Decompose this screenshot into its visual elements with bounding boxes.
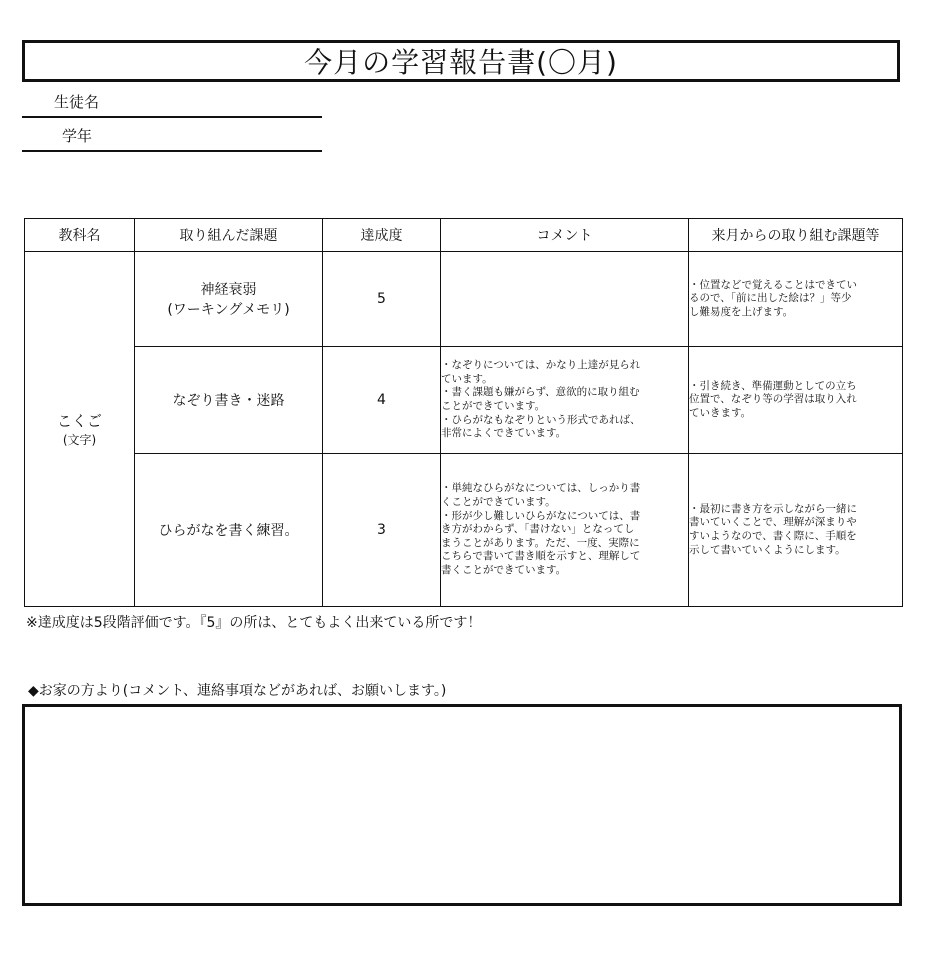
comment-line: こちらで書いて書き順を示すと、理解して xyxy=(441,550,641,563)
comment-line: 書くことができています。 xyxy=(441,564,567,577)
achievement-score: 4 xyxy=(323,347,441,454)
next-line: 書いていくことで、理解が深まりや xyxy=(689,516,857,529)
next-tasks-cell xyxy=(689,454,903,607)
next-line: すいようなので、書く際に、手順を xyxy=(689,530,857,542)
task-line: 神経衰弱 xyxy=(200,282,257,298)
comment-line: ことができています。 xyxy=(441,400,546,412)
next-line: るので、「前に出した絵は？」等少 xyxy=(689,292,852,305)
next-line: し難易度を上げます。 xyxy=(689,305,794,318)
table-row xyxy=(25,347,903,454)
comment-cell xyxy=(441,454,689,607)
report-title: 今月の学習報告書(〇月) xyxy=(22,40,900,82)
grade-field[interactable] xyxy=(22,124,322,152)
task-cell xyxy=(135,347,323,454)
comment-line: ・ひらがなもなぞりという形式であれば、 xyxy=(441,413,641,426)
student-name-label: 生徒名 xyxy=(54,93,100,111)
comment-line: き方がわからず、「書けない」となってし xyxy=(441,523,635,536)
achievement-score: 3 xyxy=(323,454,441,607)
next-line: ・最初に書き方を示しながら一緒に xyxy=(689,502,857,515)
task-cell xyxy=(135,252,323,347)
subject-subname: (文字) xyxy=(62,433,97,447)
achievement-footnote: ※達成度は5段階評価です。『5』の所は、とてもよく出来ている所です！ xyxy=(26,615,482,631)
subject-name: こくご xyxy=(56,412,102,430)
next-line: ・位置などで覚えることはできてい xyxy=(689,278,857,291)
table-row xyxy=(25,454,903,607)
comment-line: ています。 xyxy=(441,372,493,385)
comment-line: ・形が少し難しいひらがなについては、書 xyxy=(441,509,641,522)
table-row xyxy=(25,252,903,347)
header-comment: コメント xyxy=(441,219,689,252)
next-line: ていきます。 xyxy=(689,406,752,419)
header-achievement: 達成度 xyxy=(323,219,441,252)
comment-cell xyxy=(441,347,689,454)
task-line: なぞり書き・迷路 xyxy=(172,393,285,409)
subject-cell xyxy=(25,252,135,607)
next-line: ・引き続き、準備運動としての立ち xyxy=(689,379,857,392)
comment-line: ・単純なひらがなについては、しっかり書 xyxy=(441,482,641,495)
family-comment-label: ◆お家の方より(コメント、連絡事項などがあれば、お願いします。) xyxy=(28,683,447,699)
next-tasks-cell xyxy=(689,252,903,347)
task-line: ひらがなを書く練習。 xyxy=(158,523,299,539)
comment-line: ・書く課題も嫌がらず、意欲的に取り組む xyxy=(441,386,640,399)
grade-label: 学年 xyxy=(62,127,93,145)
student-name-field[interactable] xyxy=(22,90,322,118)
table-header-row xyxy=(25,219,903,252)
next-line: 示して書いていくようにします。 xyxy=(689,543,846,556)
comment-line: ・なぞりについては、かなり上達が見られ xyxy=(441,359,641,372)
comment-cell xyxy=(441,252,689,347)
comment-line: まうことがあります。ただ、一度、実際に xyxy=(441,536,640,549)
header-next-tasks: 来月からの取り組む課題等 xyxy=(689,219,903,252)
header-subject: 教科名 xyxy=(25,219,135,252)
next-line: 位置で、なぞり等の学習は取り入れ xyxy=(689,393,857,406)
achievement-score: 5 xyxy=(323,252,441,347)
family-comment-box[interactable] xyxy=(22,704,902,906)
next-tasks-cell xyxy=(689,347,903,454)
header-task: 取り組んだ課題 xyxy=(135,219,323,252)
comment-line: くことができています。 xyxy=(441,495,556,508)
task-line: (ワーキングメモリ) xyxy=(167,302,290,318)
task-cell xyxy=(135,454,323,607)
comment-line: 非常によくできています。 xyxy=(441,427,567,440)
report-table xyxy=(24,218,903,607)
